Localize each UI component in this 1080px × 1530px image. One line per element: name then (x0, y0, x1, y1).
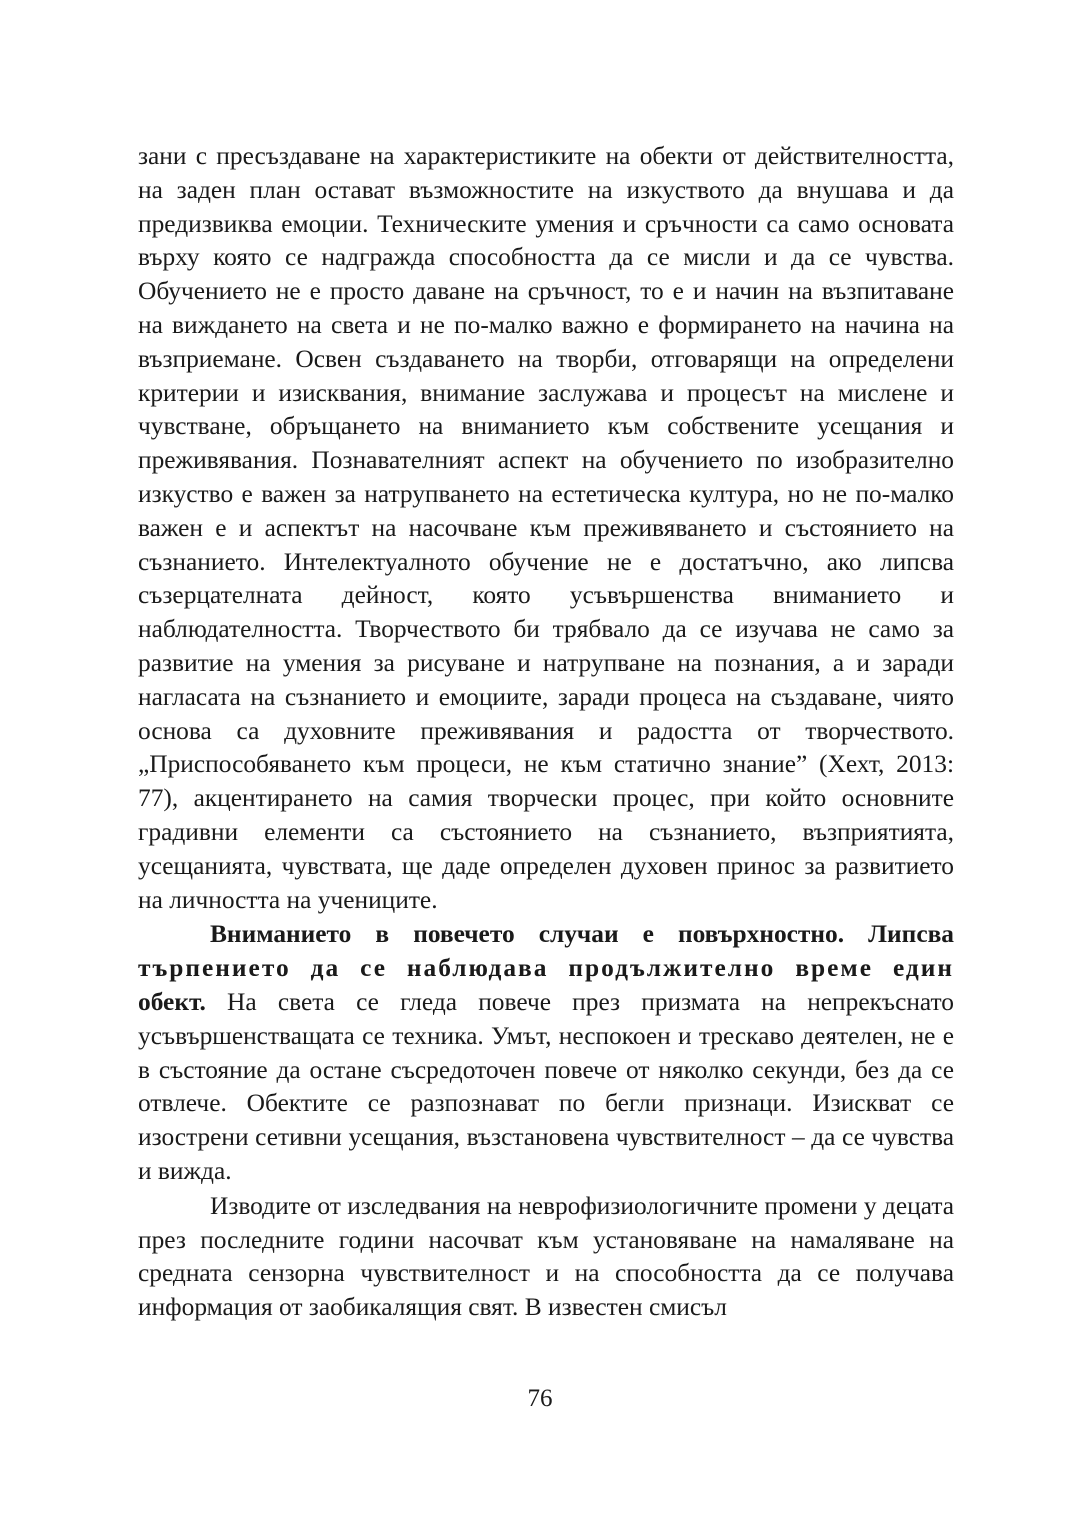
paragraph-2 (138, 918, 954, 1188)
page-body (138, 140, 954, 1325)
page-number: 76 (527, 1385, 553, 1412)
paragraph-2-bold-end: обект. (138, 987, 206, 1016)
paragraph-2-text: На света се гледа повече през призмата на непрекъснато усъвършенстващата се техника. Умът, неспокоен и трескаво деятелен, не е в състояние да остане съсредоточен повече от няколко секунди, без да се отвлече. Обектите се разпознават по бегли признаци. Изискват се изострени сетивни усещания, възстановена чувствителност – да се чувства и вижда. (138, 987, 954, 1185)
paragraph-2-bold-spaced: търпението да се наблюдава продължително време един (138, 954, 954, 983)
paragraph-3: Изводите от изследвания на неврофизиологичните промени у децата през последните години насочват към установяване на намаляване на средната сензорна чувствителност и на способността да се получава информация от заобикалящия свят. В известен смисъл (138, 1191, 954, 1322)
paragraph-1: зани с пресъздаване на характеристиките на обекти от действителността, на заден план остават възможностите на изкуството да внушава и да предизвиква емоции. Техническите умения и сръчности са само основата върху която се надгражда способността да се мисли и да се чувства. Обучението не е просто даване на сръчност, то е и начин на възпитаване на виждането на света и не по-малко важно е формирането на начина на възприемане. Освен създаването на творби, отговарящи на определени критерии и изисквания, внимание заслужава и процесът на мислене и чувстване, обръщането на вниманието към собствените усещания и преживявания. Познавателният аспект на обучението по изобразително изкуство е важен за натрупването на естетическа култура, но не по-малко важен е и аспектът на насочване към преживяването и състоянието на съзнанието. Интелектуалното обучение не е достатъчно, ако липсва съзерцателната дейност, която усъвършенства вниманието и наблюдателността. Творчеството би трябвало да се изучава не само за развитие на умения за рисуване и натрупване на познания, а и заради нагласата на съзнанието и емоциите, заради процеса на създаване, чиято основа са духовните преживявания и радостта от творчеството. „Приспособяването към процеси, не към статично знание” (Хехт, 2013: 77), акцентирането на самия творчески процес, при който основните градивни елементи са състоянието на съзнанието, възприятията, усещанията, чувствата, ще даде определен духовен принос за развитието на личността на учениците. (138, 142, 954, 914)
paragraph-2-bold-lead: Вниманието в повечето случаи е повърхностно. Липсва (210, 920, 954, 949)
